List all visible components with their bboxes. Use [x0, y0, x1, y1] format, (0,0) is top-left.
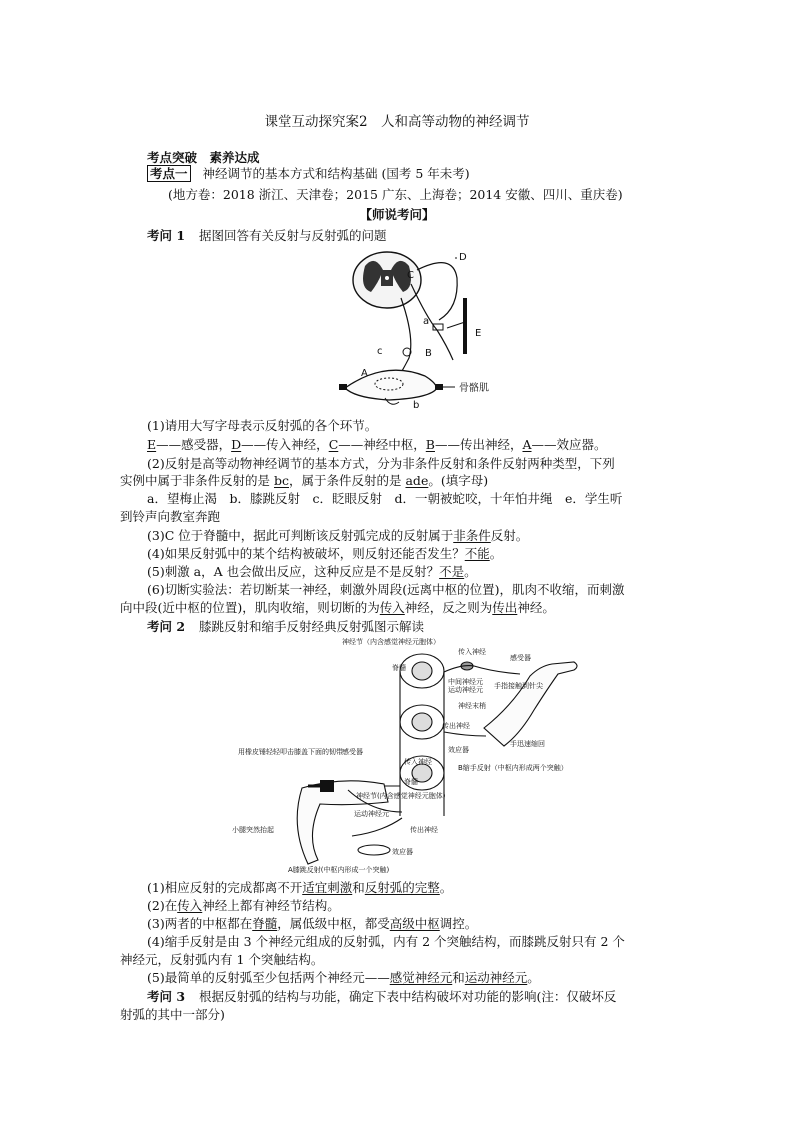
q3-line1: 根据反射弧的结构与功能，确定下表中结构破坏对功能的影响(注：仅破坏反	[199, 989, 617, 1004]
topic-line	[147, 166, 470, 182]
q1-heading	[147, 228, 387, 244]
label-c-lower: c	[377, 346, 383, 357]
reflex-arc-figure	[335, 248, 535, 413]
q3-line2: 射弧的其中一部分)	[120, 1007, 225, 1022]
q1-item-3: (3)C 位于脊髓中，据此可判断该反射弧完成的反射属于非条件反射。	[147, 528, 529, 543]
fig-spinal-cord: 脊髓	[392, 664, 406, 672]
teacher-tag: 【师说考问】	[359, 207, 435, 222]
q1-title: 据图回答有关反射与反射弧的问题	[199, 228, 387, 243]
fig-effector-2: 效应器	[392, 848, 413, 856]
q1-item-5: (5)刺激 a，A 也会做出反应，这种反应是不是反射？不是。	[147, 564, 477, 579]
q1-item-4: (4)如果反射弧中的某个结构被破坏，则反射还能否发生？不能。	[147, 546, 503, 561]
q2-item-2: (2)在传入神经上都有神经节结构。	[147, 898, 340, 913]
q2-item-4-line2: 神经元，反射弧内有 1 个突触结构。	[120, 952, 324, 967]
fig-ganglion-2: 神经节(内含感觉神经元胞体)	[356, 792, 446, 800]
receptor-e	[463, 298, 467, 354]
label-e: E	[475, 328, 482, 339]
fig-spinal-cord-2: 脊髓	[404, 778, 418, 786]
section-heading: 考点突破 素养达成	[147, 150, 260, 165]
fig-receptor: 感受器	[510, 654, 531, 662]
q1-options-1: a．望梅止渴 b．膝跳反射 c．眨眼反射 d．一朝被蛇咬，十年怕井绳 e．学生听	[147, 491, 623, 506]
q1-options-2: 到铃声向教室奔跑	[120, 509, 221, 524]
fig-receptor-2: 感受器	[342, 748, 363, 756]
fig-afferent-2: 传入神经	[404, 758, 432, 766]
fig-reflex-b: B缩手反射（中枢内形成两个突触）	[458, 764, 568, 772]
page-title: 课堂互动探究案2 人和高等动物的神经调节	[264, 114, 530, 130]
fig-ganglion-top: 神经节（内含感觉神经元胞体）	[342, 638, 440, 646]
label-c: C	[407, 270, 414, 281]
nerve-d	[417, 263, 457, 320]
q3-heading	[147, 989, 616, 1005]
label-a-upper: A	[361, 368, 368, 379]
fig-reflex-a: A膝跳反射(中枢内形成一个突触)	[288, 866, 390, 874]
q1-label: 考问 1	[147, 228, 186, 243]
q1-answer-1: E——感受器，D——传入神经，C——神经中枢，B——传出神经，A——效应器。	[147, 437, 607, 452]
q2-label: 考问 2	[147, 619, 186, 634]
fig-efferent-2: 传出神经	[410, 826, 438, 834]
q1-item-6-line2: 向中段(近中枢的位置)，肌肉收缩，则切断的为传入神经，反之则为传出神经。	[120, 600, 555, 615]
fig-motor-neuron: 运动神经元	[448, 686, 483, 694]
q1-item-1: (1)请用大写字母表示反射弧的各个环节。	[147, 418, 378, 433]
q2-heading	[147, 619, 424, 635]
hammer-icon	[320, 780, 334, 792]
q2-item-1: (1)相应反射的完成都离不开适宜刺激和反射弧的完整。	[147, 880, 453, 895]
topic-text: 神经调节的基本方式和结构基础 (国考 5 年未考)	[202, 166, 470, 181]
afferent-fiber	[411, 284, 453, 360]
label-d: D	[459, 252, 467, 263]
q2-item-4: (4)缩手反射是由 3 个神经元组成的反射弧，内有 2 个突触结构，而膝跳反射只有 2 个	[147, 934, 625, 949]
label-skeletal-muscle: 骨骼肌	[459, 383, 489, 394]
fig-efferent: 传出神经	[442, 722, 470, 730]
reflex-comparison-figure	[232, 636, 602, 876]
topic-label: 考点一	[147, 165, 191, 182]
q3-label: 考问 3	[147, 989, 186, 1004]
sources-line: (地方卷：2018 浙江、天津卷；2015 广东、上海卷；2014 安徽、四川、重庆卷)	[168, 187, 623, 202]
q1-item-6: (6)切断实验法：若切断某一神经，刺激外周段(远离中枢的位置)，肌肉不收缩，而刺激	[147, 582, 625, 597]
label-b-lower: b	[413, 400, 420, 411]
label-b: B	[425, 348, 432, 359]
fig-motor-neuron-2: 运动神经元	[354, 810, 389, 818]
muscle	[345, 370, 437, 400]
fig-pin: 手指接触到针尖	[494, 682, 543, 690]
fig-hammer-text: 用橡皮锤轻轻叩击膝盖下面的韧带	[238, 748, 343, 756]
q1-item-2: (2)反射是高等动物神经调节的基本方式，分为非条件反射和条件反射两种类型，下列	[147, 456, 615, 471]
q2-title: 膝跳反射和缩手反射经典反射弧图示解读	[199, 619, 425, 634]
fig-effector: 效应器	[448, 746, 469, 754]
fig-nerve-ending: 神经末梢	[458, 702, 486, 710]
fig-withdraw: 手迅速缩回	[510, 740, 545, 748]
q1-item-2-line2: 实例中属于非条件反射的是 bc，属于条件反射的是 ade。(填字母)	[120, 473, 489, 488]
q2-item-5: (5)最简单的反射弧至少包括两个神经元——感觉神经元和运动神经元。	[147, 970, 540, 985]
fig-afferent: 传入神经	[458, 648, 486, 656]
q2-item-3: (3)两者的中枢都在脊髓，属低级中枢，都受高级中枢调控。	[147, 916, 478, 931]
label-a-lower: a	[423, 316, 430, 327]
fig-interneuron: 中间神经元	[448, 678, 483, 686]
fig-leg-lift: 小腿突然抬起	[232, 826, 274, 834]
